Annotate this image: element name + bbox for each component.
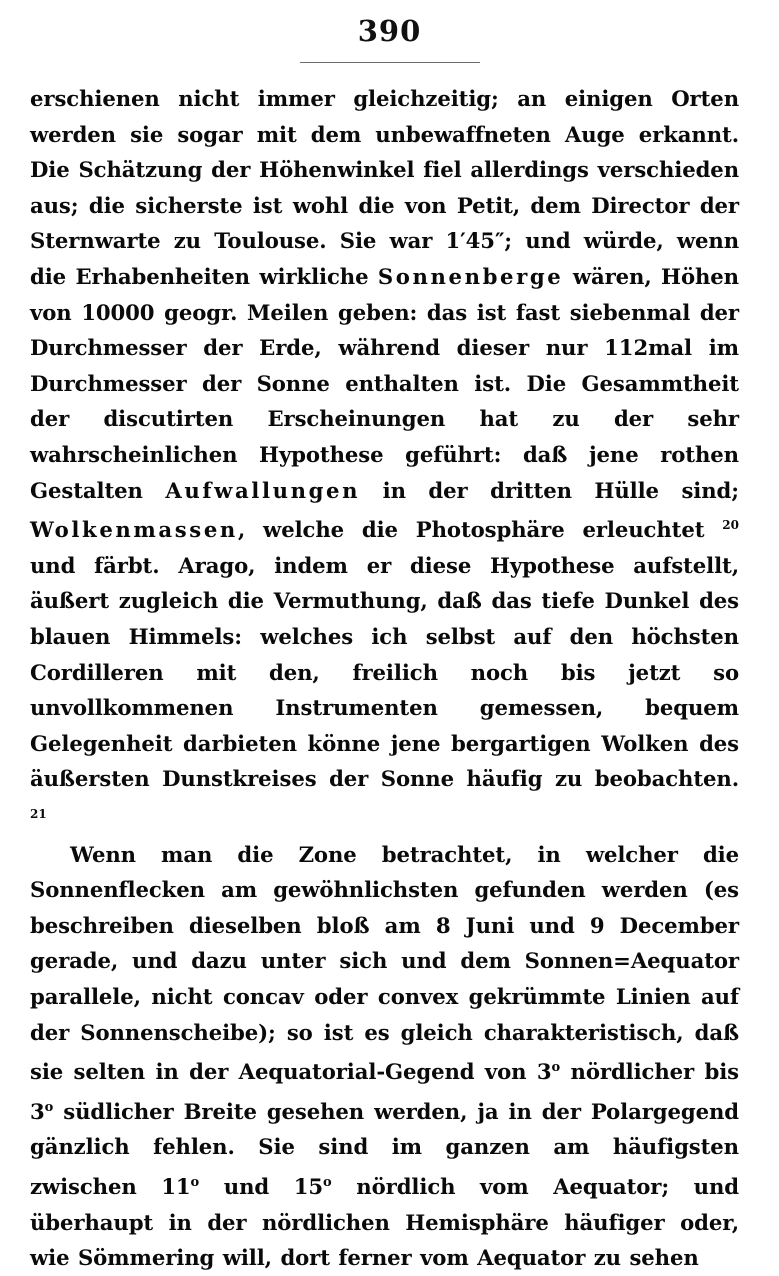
header-rule: [300, 62, 480, 63]
degree-symbol: o: [44, 1099, 54, 1115]
page-body: [30, 81, 739, 1276]
text-run: und 15: [199, 1174, 324, 1200]
text-run: wären, Höhen von 10000 geogr. Meilen geben: das ist fast siebenmal der Durchmesser der Erde, während dieser nur 112mal im Durchmesser der Sonne enthalten ist. Die Gesammtheit der discutirten Erscheinungen hat zu der sehr wahrscheinlichen Hypothese geführt: daß jene rothen Gestalten: [30, 263, 739, 503]
paragraph-1: [30, 81, 739, 837]
footnote-marker: 20: [722, 518, 739, 533]
degree-symbol: o: [190, 1175, 200, 1191]
text-run: , welche die Photosphäre erleuchtet: [237, 517, 723, 543]
emphasized-term: Wolkenmassen: [30, 517, 238, 543]
text-run: südlicher Breite gesehen werden, ja in der Polargegend gänzlich fehlen. Sie sind im ganzen am häufigsten zwischen 11: [30, 1098, 739, 1200]
document-page: [0, 14, 779, 1271]
degree-symbol: o: [551, 1060, 561, 1076]
text-run: und färbt. Arago, indem er diese Hypothese aufstellt, äußert zugleich die Vermuthung, daß das tiefe Dunkel des blauen Himmels: welches ich selbst auf den höchsten Cordilleren mit den, freilich noch bis jetzt so unvollkommenen Instrumenten gemessen, bequem Gelegenheit darbieten könne jene bergartigen Wolken des äußersten Dunstkreises der Sonne häufig zu beobachten.: [30, 552, 739, 792]
footnote-marker: 21: [30, 806, 47, 821]
text-run: in der dritten Hülle sind;: [360, 477, 739, 503]
page-number: 390: [357, 14, 422, 48]
text-run: nördlich vom Aequator; und überhaupt in der nördlichen Hemisphäre häufiger oder, wie Sömmering will, dort ferner vom Aequator zu sehen: [30, 1174, 739, 1271]
header-rule-container: [0, 62, 779, 63]
text-run: nördlicher bis 3: [30, 1059, 739, 1124]
emphasized-term: Sonnenberge: [377, 263, 564, 289]
emphasized-term: Aufwallungen: [165, 477, 361, 503]
text-run: erschienen nicht immer gleichzeitig; an einigen Orten werden sie sogar mit dem unbewaffneten Auge erkannt. Die Schätzung der Höhenwinkel fiel allerdings verschieden aus; die sicherste ist wohl die von Petit, dem Director der Sternwarte zu Toulouse. Sie war 1′45″; und würde, wenn die Erhabenheiten wirkliche: [30, 86, 739, 289]
paragraph-2: [30, 837, 739, 1276]
degree-symbol: o: [323, 1175, 332, 1191]
text-run: Wenn man die Zone betrachtet, in welcher die Sonnenflecken am gewöhnlichsten gefunden werden (es beschreiben dieselben bloß am 8 Juni und 9 December gerade, und dazu unter sich und dem Sonnen=Aequator parallele, nicht concav oder convex gekrümmte Linien auf der Sonnenscheibe); so ist es gleich charakteristisch, daß sie selten in der Aequatorial-Gegend von 3: [30, 841, 739, 1085]
